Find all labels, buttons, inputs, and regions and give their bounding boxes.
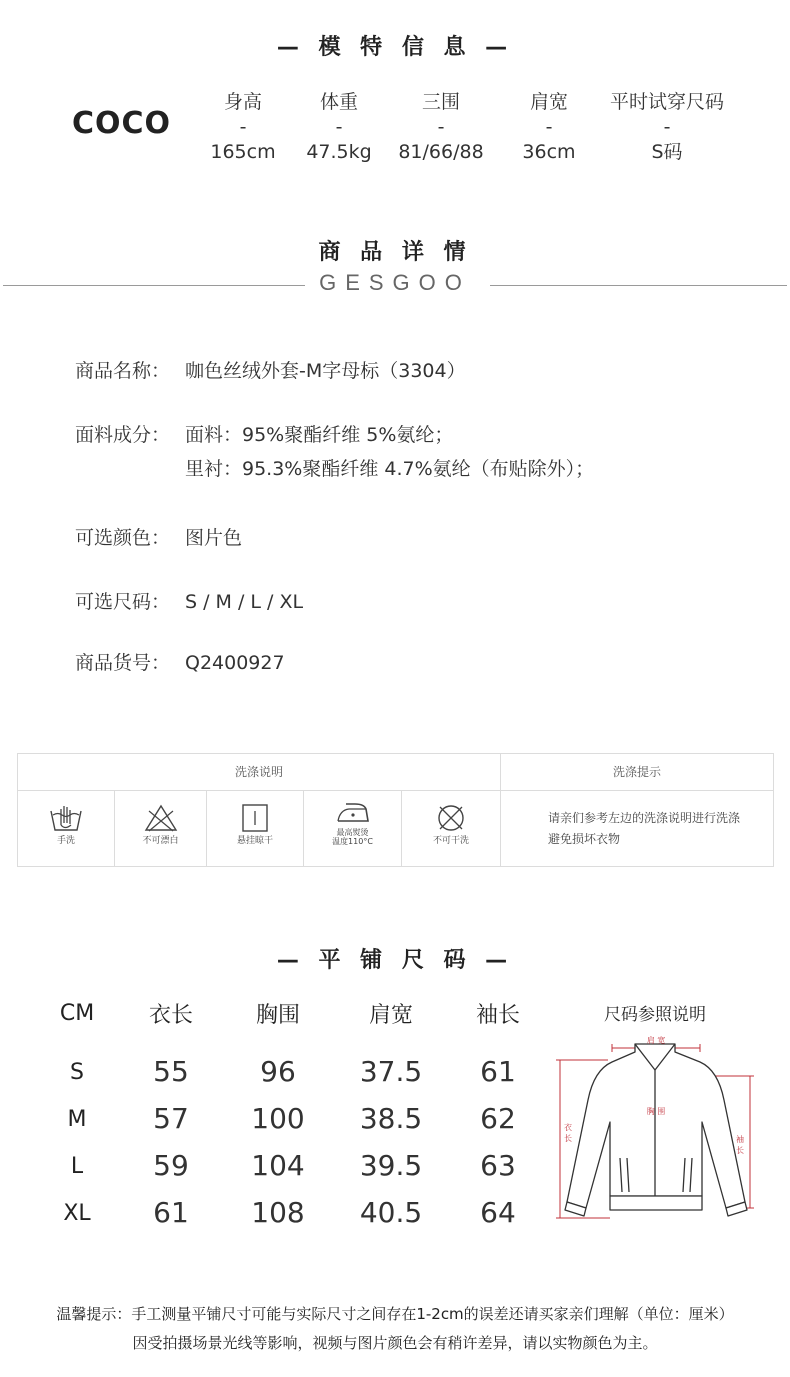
detail-value: Q2400927 [185,652,285,674]
brand-name: GESGOO [319,270,471,295]
stat-dash: - [239,116,247,138]
care-caption: 悬挂晾干 [236,836,273,846]
size-row-label: L [70,1154,84,1179]
care-no-bleach [115,791,206,867]
detail-label: 商品名称： [75,360,171,382]
size-cell: 55 [153,1055,189,1088]
detail-label: 可选尺码： [75,591,171,613]
stat-label: 三围 [421,91,460,113]
stat-value: 36cm [522,141,576,163]
size-ref-title: 尺码参照说明 [604,1005,706,1025]
care-divider [501,790,773,791]
hang-dry-icon [240,803,270,833]
diagram-label-length: 衣 [564,1123,572,1132]
size-cell: 100 [251,1102,305,1135]
size-chart-title: — 平 铺 尺 码 — [276,948,514,973]
care-caption: 不可漂白 [142,836,179,846]
detail-sizes [75,587,303,614]
diagram-label-chest: 胸 围 [646,1107,666,1116]
size-cell: 39.5 [359,1149,423,1182]
size-header-chest: 胸围 [255,1003,300,1028]
stat-value: 81/66/88 [398,141,484,163]
care-caption: 不可干洗 [432,836,469,846]
size-header-sleeve: 袖长 [475,1003,520,1028]
size-header-cm: CM [59,1001,95,1026]
model-stat-usual-size [592,90,742,165]
model-info-title: — 模 特 信 息 — [276,35,514,60]
diagram-label-sleeve: 长 [736,1146,744,1155]
size-row-label: S [70,1060,84,1085]
diagram-label-length: 长 [564,1134,572,1143]
detail-label: 商品货号： [75,652,171,674]
detail-value: 面料：95%聚酯纤维 5%氨纶； [185,424,454,446]
detail-label: 面料成分： [75,424,171,446]
product-details-title: 商 品 详 情 [318,240,472,265]
size-cell: 59 [153,1149,189,1182]
model-name: COCO [72,106,172,141]
stat-label: 平时试穿尺码 [609,91,724,113]
size-cell: 63 [480,1149,516,1182]
care-caption: 手洗 [56,836,75,846]
size-header-shoulder: 肩宽 [368,1003,413,1028]
care-divider [500,754,501,866]
care-tip-line: 避免损坏衣物 [548,832,621,846]
size-cell: 61 [480,1055,516,1088]
size-cell: 96 [260,1055,296,1088]
size-cell: 57 [153,1102,189,1135]
size-header-length: 衣长 [148,1003,193,1028]
stat-value: 47.5kg [306,141,372,163]
no-bleach-icon [144,803,178,833]
iron-110-icon [335,801,371,825]
stat-dash: - [545,116,553,138]
no-dry-clean-icon [435,803,467,833]
detail-value: S / M / L / XL [185,591,304,613]
stat-label: 身高 [223,91,262,113]
detail-label: 可选颜色： [75,527,171,549]
detail-fabric [75,420,453,447]
size-cell: 40.5 [359,1196,423,1229]
care-left-title: 洗涤说明 [234,765,283,779]
footer-note-color: 因受拍摄场景光线等影响，视频与图片颜色会有稍许差异，请以实物颜色为主。 [132,1334,658,1352]
care-right-title: 洗涤提示 [612,765,661,779]
size-cell: 62 [480,1102,516,1135]
stat-label: 体重 [319,91,358,113]
diagram-label-sleeve: 袖 [736,1135,744,1144]
stat-value: S码 [651,141,683,163]
detail-product-name [75,356,466,383]
size-cell: 108 [251,1196,305,1229]
size-row-label: XL [63,1201,91,1226]
size-cell: 64 [480,1196,516,1229]
care-hang-dry [207,791,303,867]
size-cell: 104 [251,1149,305,1182]
detail-color [75,523,242,550]
size-cell: 37.5 [359,1055,423,1088]
detail-item-number [75,648,285,675]
care-tip-line: 请亲们参考左边的洗涤说明进行洗涤 [548,811,741,825]
hand-wash-icon [49,803,83,833]
size-cell: 61 [153,1196,189,1229]
jacket-measurement-diagram [550,1030,760,1228]
detail-value: 图片色 [185,527,243,549]
care-iron [304,791,401,867]
diagram-label-shoulder: 肩 宽 [646,1036,666,1045]
size-cell: 38.5 [359,1102,423,1135]
care-no-dry-clean [402,791,500,867]
care-tip [548,808,763,850]
stat-dash: - [663,116,671,138]
footer-note-measure: 温馨提示：手工测量平铺尺寸可能与实际尺寸之间存在1-2cm的误差还请买家亲们理解（单位：厘米） [56,1305,734,1323]
size-row-label: M [67,1107,87,1132]
stat-dash: - [437,116,445,138]
detail-value: 咖色丝绒外套-M字母标（3304） [185,360,466,382]
care-hand-wash [18,791,114,867]
detail-fabric-lining: 里衬：95.3%聚酯纤维 4.7%氨纶（布贴除外）； [185,458,595,480]
stat-dash: - [335,116,343,138]
care-caption: 最高熨烫 [336,828,369,837]
stat-value: 165cm [210,141,276,163]
stat-label: 肩宽 [529,91,568,113]
care-caption: 温度110°C [332,837,373,846]
